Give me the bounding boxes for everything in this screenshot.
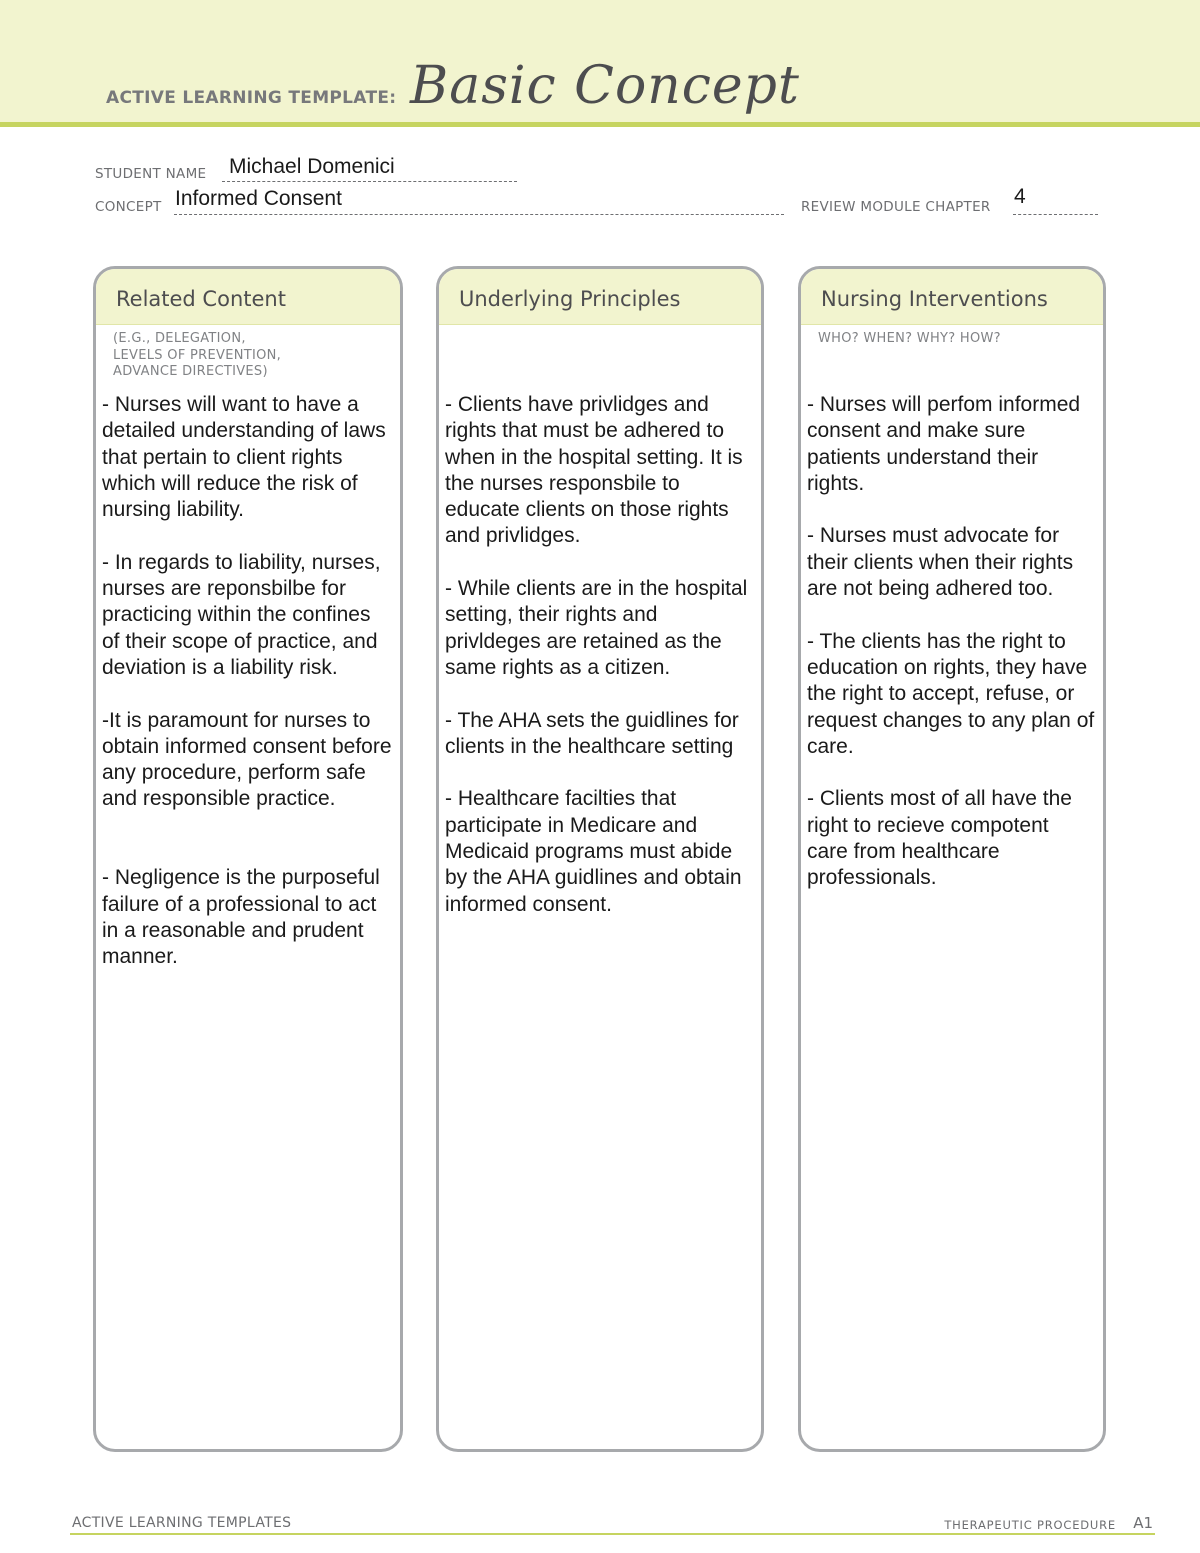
card-body[interactable] bbox=[807, 392, 1095, 918]
card-nursing-interventions bbox=[798, 266, 1106, 1452]
paragraph: - Negligence is the purposeful failure of a professional to act in a reasonable and prudent manner. bbox=[102, 866, 380, 969]
template-label: ACTIVE LEARNING TEMPLATE: bbox=[106, 88, 397, 108]
paragraph: - Nurses will want to have a detailed understanding of laws that pertain to client rights which will reduce the risk of nursing liability. bbox=[102, 393, 386, 522]
footer-left-label: ACTIVE LEARNING TEMPLATES bbox=[72, 1515, 292, 1531]
paragraph: - Nurses will perfom informed consent and make sure patients understand their rights. bbox=[807, 393, 1081, 495]
review-module-line bbox=[1013, 214, 1098, 215]
page-number: A1 bbox=[1133, 1514, 1153, 1532]
card-subtitle-line: (E.G., DELEGATION, bbox=[113, 331, 246, 346]
header-rule bbox=[0, 122, 1200, 127]
card-title: Nursing Interventions bbox=[821, 287, 1048, 311]
paragraph: -It is paramount for nurses to obtain informed consent before any procedure, perform safe and responsible practice. bbox=[102, 708, 392, 811]
footer-rule bbox=[70, 1533, 1155, 1535]
student-name-label: STUDENT NAME bbox=[95, 166, 207, 182]
card-subtitle-line: LEVELS OF PREVENTION, bbox=[113, 347, 282, 363]
paragraph: - The clients has the right to education on rights, they have the right to accept, refuse, or request changes to any plan of care. bbox=[807, 629, 1095, 758]
paragraph: - Nurses must advocate for their clients when their rights are not being adhered too. bbox=[807, 524, 1074, 601]
paragraph: - Healthcare facilties that participate in Medicare and Medicaid programs must abide by the AHA guidlines and obtain informed consent. bbox=[445, 787, 742, 916]
paragraph: - The AHA sets the guidlines for clients in the healthcare setting bbox=[445, 708, 739, 758]
review-module-field[interactable]: 4 bbox=[1014, 185, 1026, 208]
card-header bbox=[801, 269, 1103, 325]
card-title: Related Content bbox=[116, 287, 286, 311]
concept-line bbox=[174, 214, 784, 215]
card-subtitle-line: WHO? WHEN? WHY? HOW? bbox=[818, 331, 1001, 346]
student-name-line bbox=[222, 181, 517, 182]
card-title: Underlying Principles bbox=[459, 287, 681, 311]
concept-field[interactable]: Informed Consent bbox=[175, 187, 342, 210]
card-subtitle-line: ADVANCE DIRECTIVES) bbox=[113, 364, 268, 379]
student-name-field[interactable]: Michael Domenici bbox=[229, 155, 395, 178]
paragraph: - In regards to liability, nurses, nurses are reponsbilbe for practicing within the confines of their scope of practice, and deviation is a liability risk. bbox=[102, 550, 381, 679]
card-subtitle bbox=[113, 331, 281, 381]
card-header bbox=[439, 269, 761, 325]
template-title: Basic Concept bbox=[410, 56, 800, 116]
card-header bbox=[96, 269, 400, 325]
card-underlying-principles bbox=[436, 266, 764, 1452]
concept-label: CONCEPT bbox=[95, 199, 162, 215]
paragraph: - Clients have privlidges and rights that must be adhered to when in the hospital setting. It is the nurses responsbile to educate clients on those rights and privlidges. bbox=[445, 393, 743, 548]
paragraph: - Clients most of all have the right to recieve compotent care from healthcare professionals. bbox=[807, 787, 1072, 890]
card-body[interactable] bbox=[445, 392, 753, 944]
card-subtitle bbox=[818, 331, 1001, 348]
paragraph: - While clients are in the hospital setting, their rights and privldeges are retained as the same rights as a citizen. bbox=[445, 577, 748, 679]
footer-section-label: THERAPEUTIC PROCEDURE bbox=[944, 1518, 1116, 1532]
card-body[interactable] bbox=[102, 392, 392, 997]
review-module-label: REVIEW MODULE CHAPTER bbox=[801, 199, 991, 215]
card-related-content bbox=[93, 266, 403, 1452]
